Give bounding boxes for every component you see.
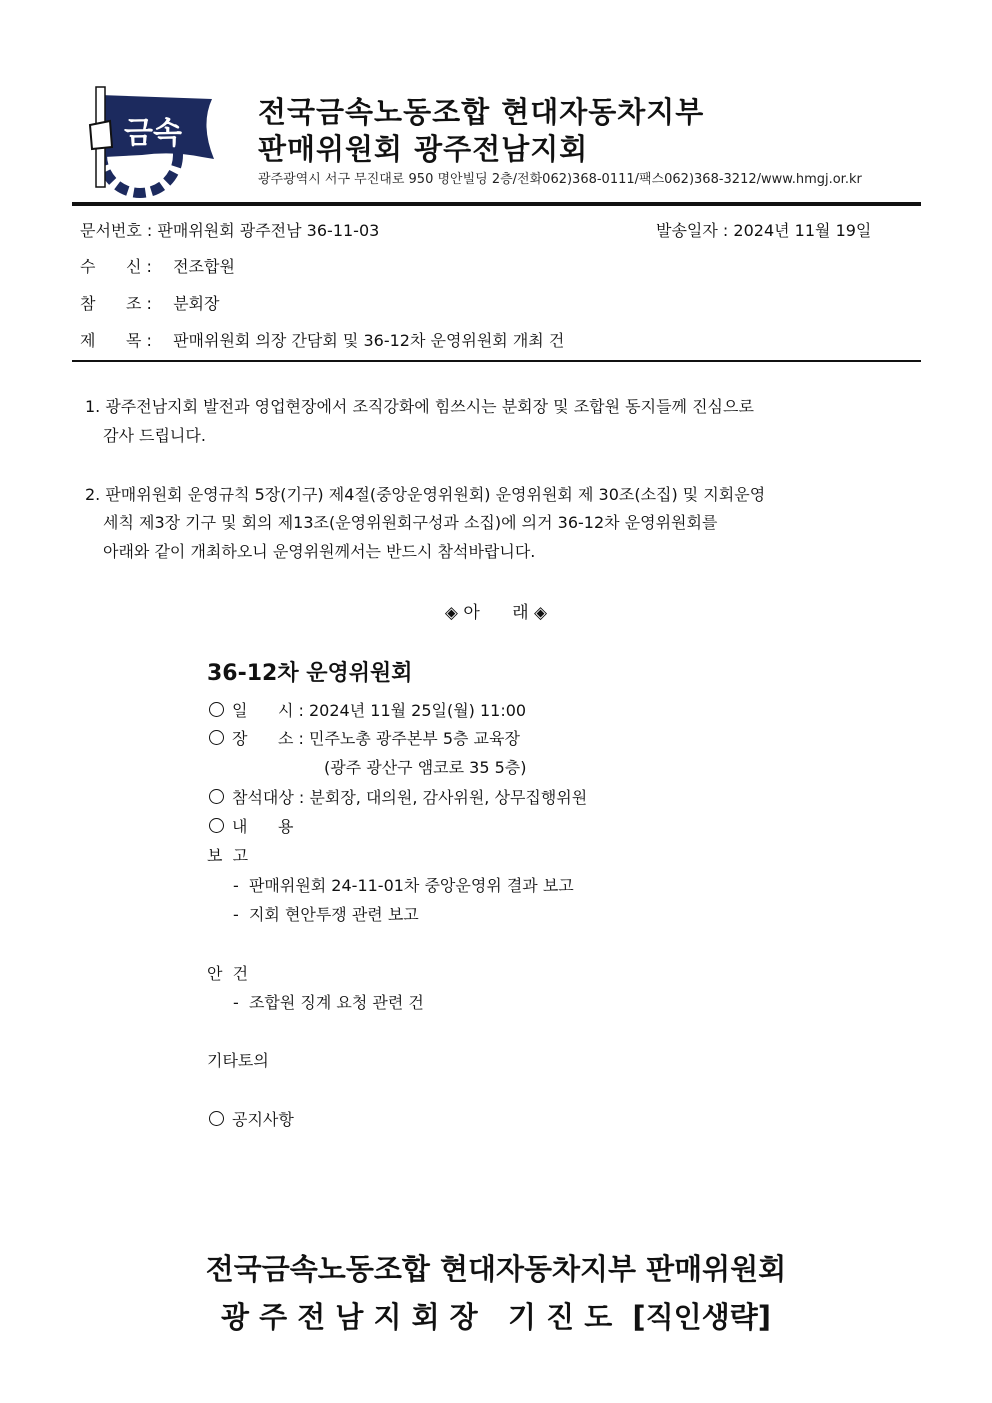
subject-value: 판매위원회 의장 간담회 및 36-12차 운영위원회 개최 건 xyxy=(173,331,565,350)
place-value: 민주노총 광주본부 5층 교육장 xyxy=(309,729,520,748)
announcement-label: 공지사항 xyxy=(232,1110,294,1129)
meta-divider xyxy=(72,360,921,362)
paragraph-2-line1: 2. 판매위원회 운영규칙 5장(기구) 제4절(중앙운영위원회) 운영위원회 제 30조(소집) 및 지회운영 xyxy=(85,485,766,504)
reference-value: 분회장 xyxy=(173,294,220,313)
notice-heading: ◈ 아 래 ◈ xyxy=(444,603,548,623)
datetime-label: 일 시 : xyxy=(232,701,304,720)
send-date-label: 발송일자 : xyxy=(656,221,729,240)
union-logo xyxy=(82,85,222,200)
circle-bullet-icon xyxy=(209,789,224,804)
header-divider xyxy=(72,202,921,206)
paragraph-2-line2: 세칙 제3장 기구 및 회의 제13조(운영위원회구성과 소집)에 의거 36-12차 운영위원회를 xyxy=(103,513,718,532)
place-row xyxy=(209,726,520,749)
report-item-1: - 판매위원회 24-11-01차 중앙운영위 결과 보고 xyxy=(233,876,574,895)
recipient-row xyxy=(80,254,235,277)
other-discussion-heading: 기타토의 xyxy=(207,1051,269,1070)
subject-label: 제 목 : xyxy=(80,331,152,350)
content-row xyxy=(209,814,293,837)
place-detail: (광주 광산구 앰코로 35 5층) xyxy=(324,758,527,777)
send-date-row xyxy=(656,218,871,241)
subject-row xyxy=(80,328,564,351)
doc-number-label: 문서번호 : xyxy=(80,221,153,240)
doc-number-value: 판매위원회 광주전남 36-11-03 xyxy=(157,221,380,240)
datetime-value: 2024년 11월 25일(월) 11:00 xyxy=(309,701,527,720)
org-name-line1: 전국금속노동조합 현대자동차지부 xyxy=(258,95,705,129)
org-name-line2: 판매위원회 광주전남지회 xyxy=(258,132,589,166)
footer-signatory: 광 주 전 남 지 회 장 기 진 도 [직인생략] xyxy=(221,1300,771,1334)
attendees-row xyxy=(209,785,587,808)
recipient-label: 수 신 : xyxy=(80,257,152,276)
agenda-heading: 안 건 xyxy=(207,964,249,983)
reference-row xyxy=(80,291,219,314)
report-item-2: - 지회 현안투쟁 관련 보고 xyxy=(233,905,419,924)
agenda-item-1: - 조합원 징계 요청 관련 건 xyxy=(233,993,424,1012)
meeting-title: 36-12차 운영위원회 xyxy=(207,661,413,686)
org-address: 광주광역시 서구 무진대로 950 명안빌딩 2층/전화062)368-0111/팩스062)368-3212/www.hmgj.or.kr xyxy=(258,172,862,187)
attendees-label: 참석대상 : xyxy=(232,788,305,807)
footer-org: 전국금속노동조합 현대자동차지부 판매위원회 xyxy=(205,1252,787,1286)
attendees-value: 분회장, 대의원, 감사위원, 상무집행위원 xyxy=(309,788,588,807)
circle-bullet-icon xyxy=(209,1111,224,1126)
paragraph-2-line3: 아래와 같이 개최하오니 운영위원께서는 반드시 참석바랍니다. xyxy=(103,542,536,561)
circle-bullet-icon xyxy=(209,818,224,833)
place-label: 장 소 : xyxy=(232,729,304,748)
send-date-value: 2024년 11월 19일 xyxy=(733,221,872,240)
circle-bullet-icon xyxy=(209,702,224,717)
datetime-row xyxy=(209,698,526,721)
paragraph-1-line2: 감사 드립니다. xyxy=(103,426,206,445)
doc-number-row xyxy=(80,218,379,241)
report-heading: 보 고 xyxy=(207,846,249,865)
recipient-value: 전조합원 xyxy=(173,257,235,276)
content-label: 내 용 xyxy=(232,817,294,836)
reference-label: 참 조 : xyxy=(80,294,152,313)
logo-text: 금속 xyxy=(124,116,182,151)
announcement-row xyxy=(209,1107,294,1130)
paragraph-1-line1: 1. 광주전남지회 발전과 영업현장에서 조직강화에 힘쓰시는 분회장 및 조합원 동지들께 진심으로 xyxy=(85,397,754,416)
circle-bullet-icon xyxy=(209,730,224,745)
